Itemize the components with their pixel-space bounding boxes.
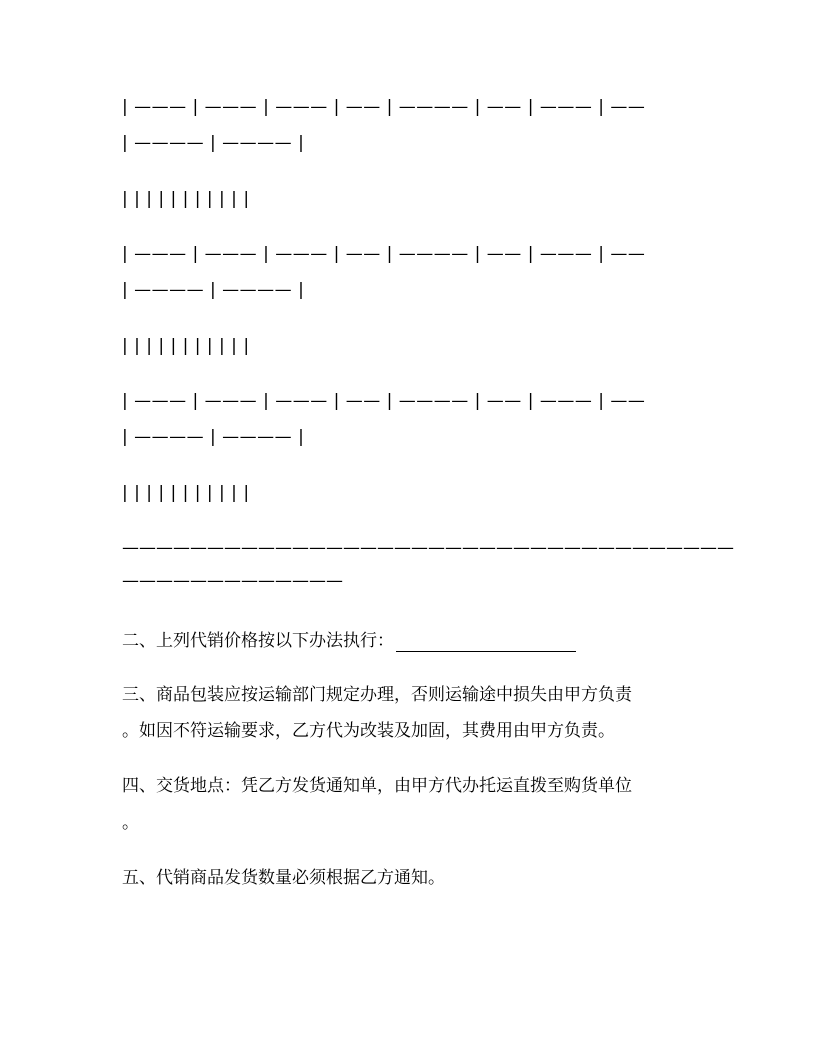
clause-2	[122, 630, 702, 652]
clause-3-line-2: 。如因不符运输要求，乙方代为改装及加固，其费用由甲方负责。	[122, 721, 615, 741]
clause-4-line-2: 。	[122, 813, 139, 833]
table-border-line: | ———— | ———— |	[122, 133, 305, 153]
clause-4-line-1: 四、交货地点：凭乙方发货通知单，由甲方代办托运直拨至购货单位	[122, 776, 632, 796]
table-cell-line: | | | | | | | | | | |	[122, 483, 250, 503]
table-border-line: | ——— | ——— | ——— | —— | ———— | —— | ——— | ——	[122, 391, 646, 411]
clause-2-text: 二、上列代销价格按以下办法执行：	[122, 631, 394, 651]
clause-5: 五、代销商品发货数量必须根据乙方通知。	[122, 868, 445, 888]
clause-3-line-1: 三、商品包装应按运输部门规定办理，否则运输途中损失由甲方负责	[122, 685, 632, 705]
table-border-line: | ——— | ——— | ——— | —— | ———— | —— | ——— | ——	[122, 244, 646, 264]
table-cell-line: | | | | | | | | | | |	[122, 336, 250, 356]
table-border-line: | ———— | ———— |	[122, 427, 305, 447]
table-cell-line: | | | | | | | | | | |	[122, 189, 250, 209]
separator-line: ————————————————————————————————————	[122, 538, 734, 558]
separator-line: —————————————	[122, 571, 343, 591]
table-border-line: | ——— | ——— | ——— | —— | ———— | —— | ——— | ——	[122, 97, 646, 117]
table-border-line: | ———— | ———— |	[122, 280, 305, 300]
fill-in-blank[interactable]	[396, 633, 576, 652]
